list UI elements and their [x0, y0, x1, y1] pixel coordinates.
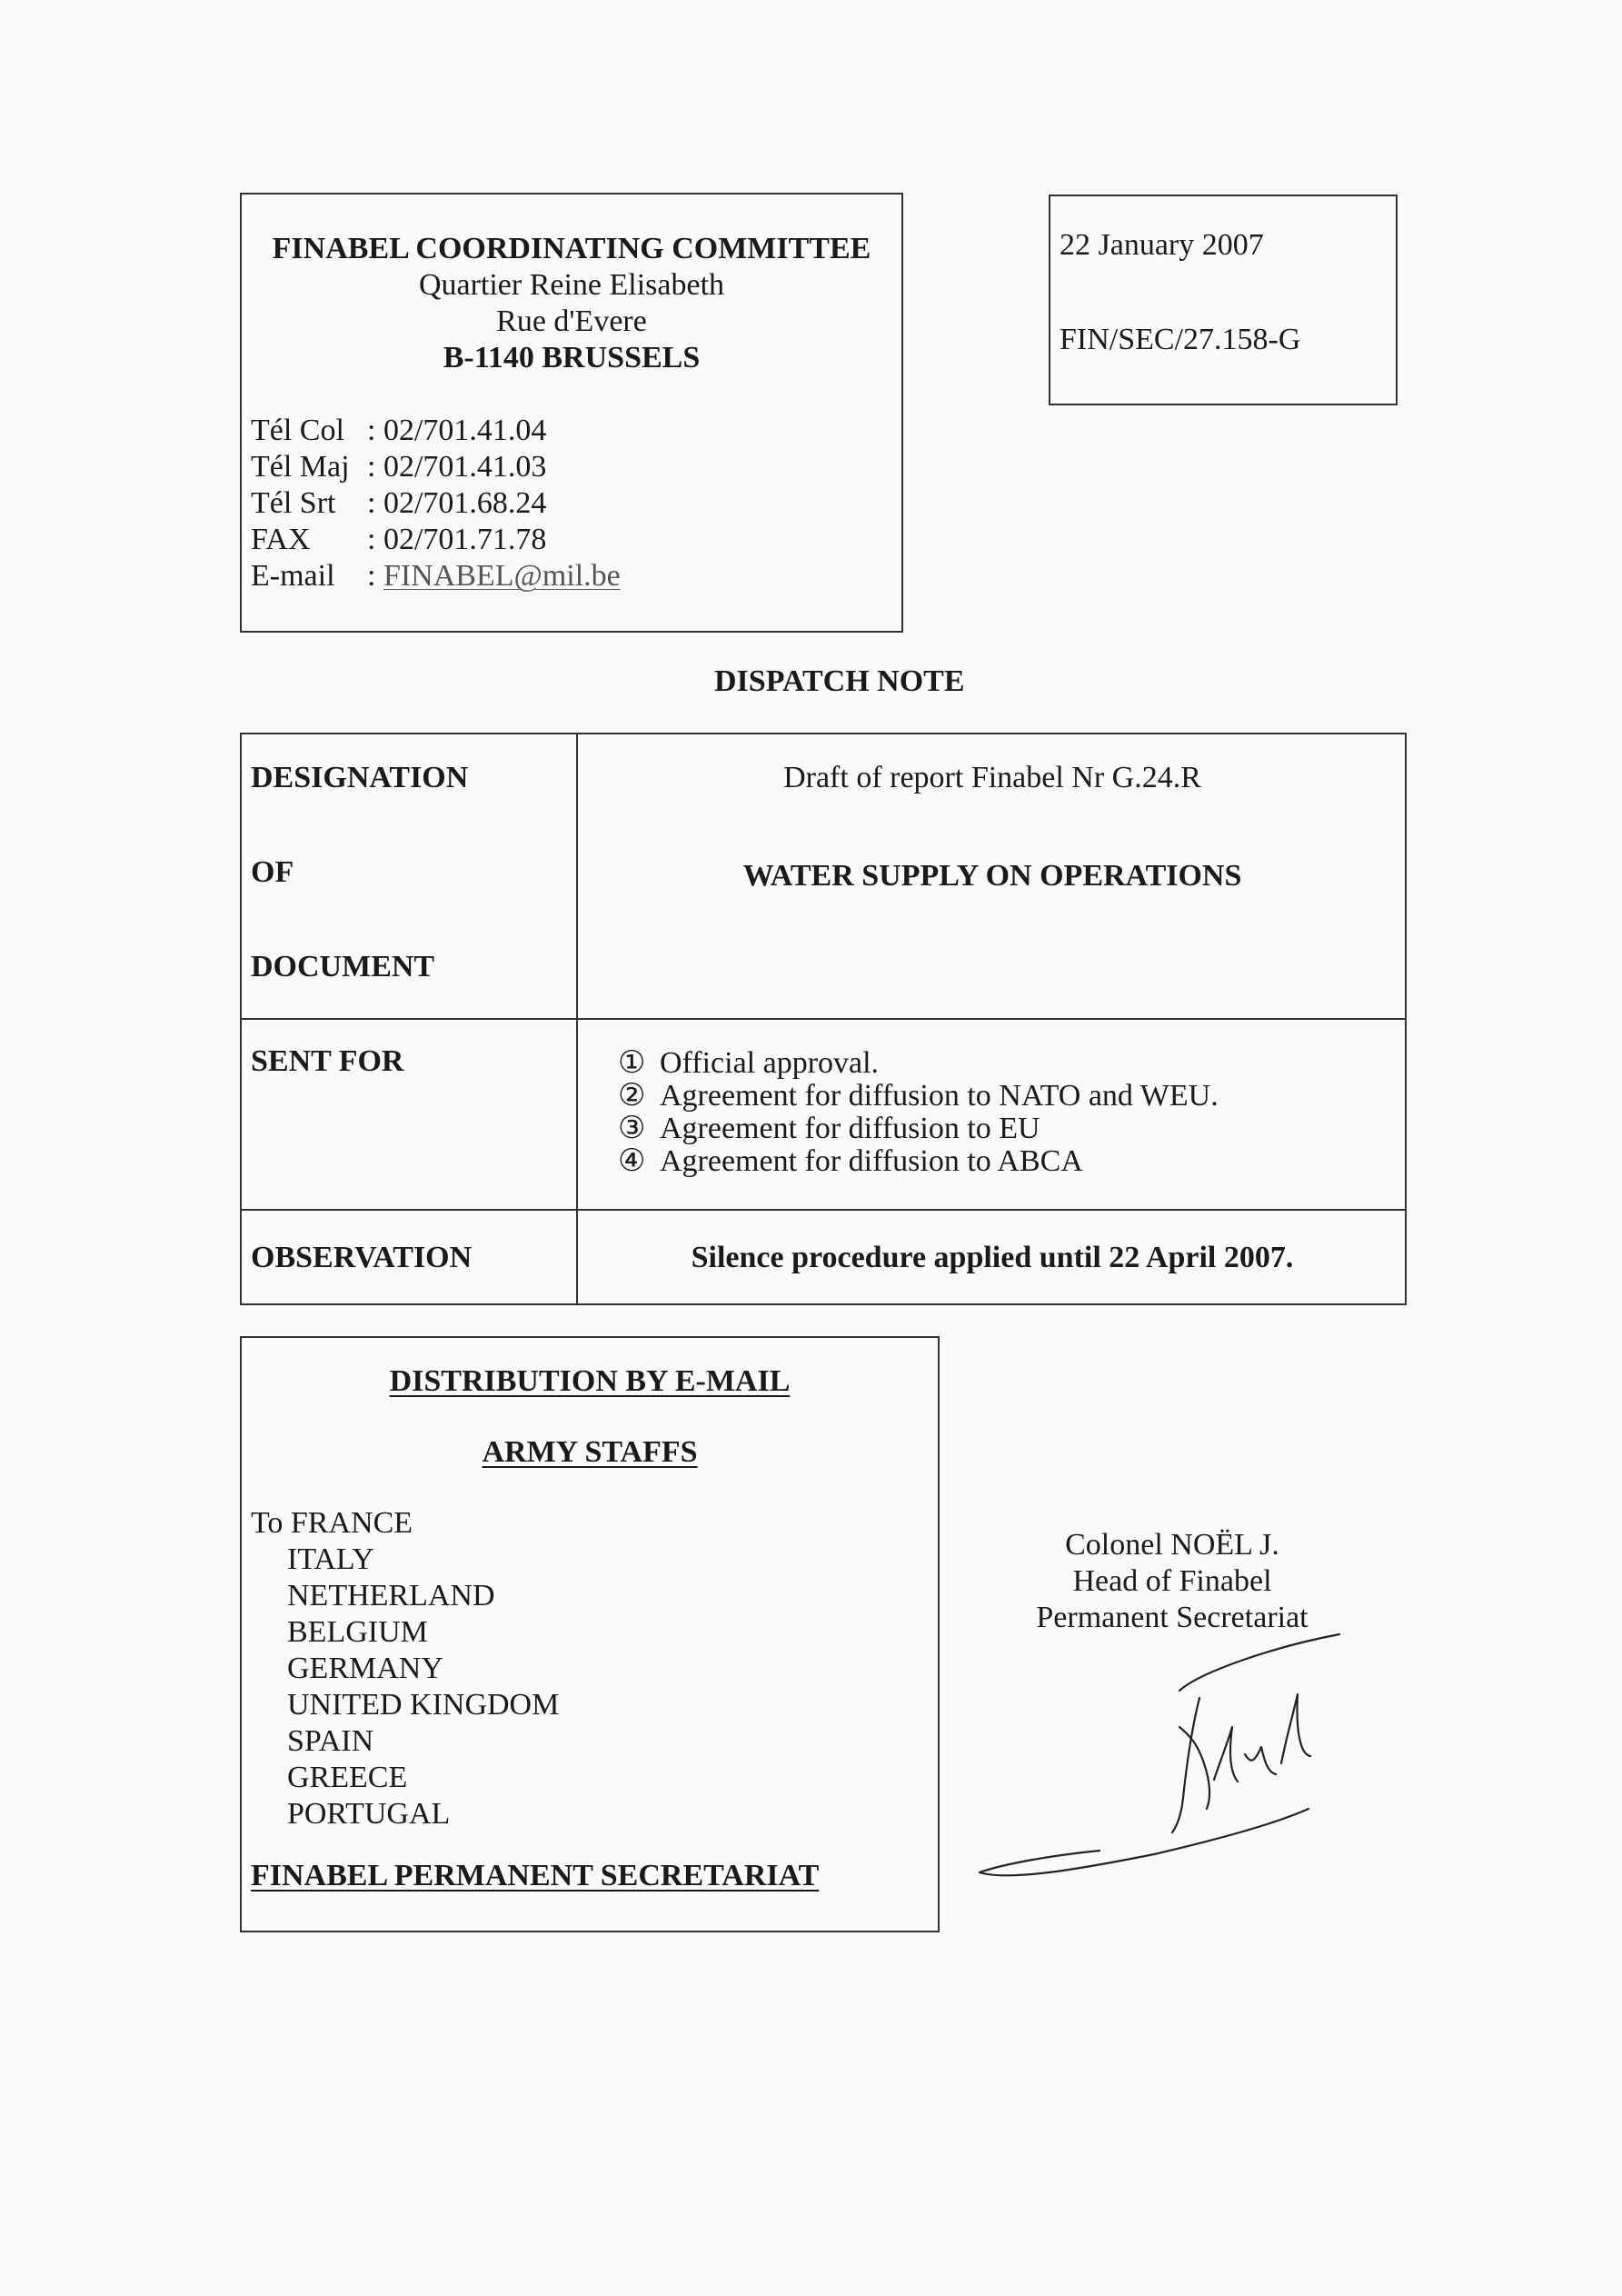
sent-for-item-1: [618, 1047, 879, 1080]
address-line-1: Quartier Reine Elisabeth: [418, 268, 725, 302]
contact-label: Tél Srt: [251, 486, 336, 520]
observation-value: Silence procedure applied until 22 April 2007.: [691, 1241, 1294, 1274]
contact-label: E-mail: [251, 559, 335, 593]
item-number: ②: [618, 1079, 646, 1113]
distribution-country: BELGIUM: [287, 1615, 428, 1649]
sent-for-label: SENT FOR: [251, 1044, 404, 1078]
contact-label: FAX: [251, 523, 311, 556]
designation-report-title: WATER SUPPLY ON OPERATIONS: [742, 859, 1242, 893]
contact-tel-srt: [251, 485, 546, 522]
distribution-country: GREECE: [287, 1761, 408, 1794]
item-number: ④: [618, 1144, 646, 1178]
contact-email: [251, 558, 621, 594]
designation-label-2: OF: [251, 855, 294, 889]
distribution-country: NETHERLAND: [287, 1579, 495, 1612]
distribution-country: ITALY: [287, 1542, 374, 1576]
distribution-box: [240, 1336, 940, 1932]
item-text: Agreement for diffusion to EU: [660, 1112, 1040, 1145]
distribution-country: PORTUGAL: [287, 1797, 451, 1831]
document-reference: FIN/SEC/27.158-G: [1060, 323, 1301, 356]
item-text: Agreement for diffusion to ABCA: [660, 1144, 1083, 1178]
contact-value: : 02/701.41.04: [367, 414, 547, 447]
item-number: ①: [618, 1046, 646, 1080]
designation-report-number: Draft of report Finabel Nr G.24.R: [783, 761, 1201, 794]
email-link[interactable]: FINABEL@mil.be: [383, 559, 621, 593]
designation-label-1: DESIGNATION: [251, 761, 469, 794]
distribution-to-france: To FRANCE: [251, 1506, 413, 1540]
item-text: Agreement for diffusion to NATO and WEU.: [660, 1079, 1219, 1113]
distribution-footer: FINABEL PERMANENT SECRETARIAT: [251, 1859, 820, 1892]
observation-label: OBSERVATION: [251, 1241, 473, 1274]
page-title: DISPATCH NOTE: [714, 664, 965, 698]
contact-separator: :: [367, 559, 383, 593]
distribution-heading: DISTRIBUTION BY E-MAIL: [389, 1364, 791, 1398]
contact-label: Tél Maj: [251, 450, 350, 484]
row-divider: [242, 1209, 1405, 1211]
document-date: 22 January 2007: [1060, 228, 1264, 262]
contact-tel-maj: [251, 449, 546, 485]
signatory-title-2: Permanent Secretariat: [1036, 1601, 1309, 1634]
signature-image: [972, 1627, 1363, 1891]
contact-tel-col: [251, 413, 546, 449]
org-name: FINABEL COORDINATING COMMITTEE: [272, 232, 871, 265]
row-divider: [242, 1018, 1405, 1020]
date-reference-box: [1049, 195, 1398, 405]
sent-for-item-4: [618, 1145, 1083, 1178]
contact-value: : 02/701.68.24: [367, 486, 547, 520]
contact-label: Tél Col: [251, 414, 344, 447]
address-line-2: Rue d'Evere: [496, 304, 647, 338]
item-text: Official approval.: [660, 1046, 880, 1080]
distribution-country: SPAIN: [287, 1724, 374, 1758]
signatory-name: Colonel NOËL J.: [1065, 1528, 1279, 1562]
distribution-country: GERMANY: [287, 1652, 443, 1685]
distribution-subheading: ARMY STAFFS: [482, 1435, 698, 1469]
sent-for-item-2: [618, 1080, 1219, 1113]
item-number: ③: [618, 1112, 646, 1145]
contact-value: : 02/701.71.78: [367, 523, 547, 556]
signatory-title-1: Head of Finabel: [1072, 1564, 1272, 1598]
address-city: B-1140 BRUSSELS: [443, 341, 701, 374]
dispatch-table: [240, 733, 1407, 1305]
sent-for-item-3: [618, 1113, 1040, 1145]
contact-value: : 02/701.41.03: [367, 450, 547, 484]
contact-fax: [251, 522, 546, 558]
distribution-country: UNITED KINGDOM: [287, 1688, 560, 1722]
designation-label-3: DOCUMENT: [251, 950, 435, 983]
committee-address-box: [240, 193, 903, 633]
